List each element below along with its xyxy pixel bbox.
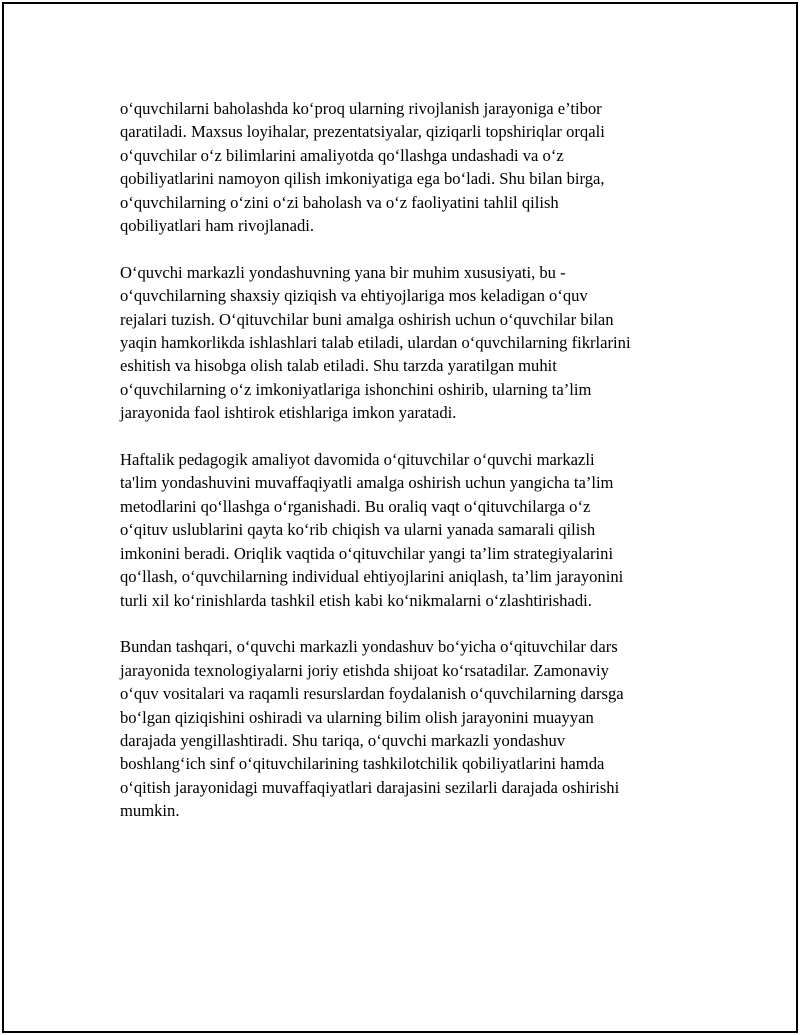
text-line: o‘qituv uslublarini qayta ko‘rib chiqish va ularni yanada samarali qilish — [120, 520, 596, 540]
text-line: bo‘lgan qiziqishini oshiradi va ularning bilim olish jarayonini muayyan — [120, 707, 594, 727]
paragraph-3 — [120, 448, 700, 612]
text-line: qaratiladi. Maxsus loyihalar, prezentatsiyalar, qiziqarli topshiriqlar orqali — [120, 122, 605, 142]
text-line: metodlarini qo‘llashga o‘rganishadi. Bu oraliq vaqt o‘qituvchilarga o‘z — [120, 496, 591, 516]
text-line: Haftalik pedagogik amaliyot davomida o‘qituvchilar o‘quvchi markazli — [120, 450, 595, 470]
paragraph-1 — [120, 97, 700, 237]
text-line: o‘quvchilar o‘z bilimlarini amaliyotda qo‘llashga undashadi va o‘z — [120, 145, 564, 165]
text-line: o‘quvchilarni baholashda ko‘proq ularning rivojlanish jarayoniga e’tibor — [120, 99, 602, 118]
paragraph-4 — [120, 635, 700, 822]
text-line: O‘quvchi markazli yondashuvning yana bir muhim xususiyati, bu - — [120, 262, 566, 282]
text-line: o‘qitish jarayonidagi muvaffaqiyatlari darajasini sezilarli darajada oshirishi — [120, 777, 620, 797]
text-line: turli xil ko‘rinishlarda tashkil etish kabi ko‘nikmalarni o‘zlashtirishadi. — [120, 590, 592, 610]
text-line: mumkin. — [120, 801, 180, 821]
paragraph-2 — [120, 261, 700, 425]
text-line: jarayonida faol ishtirok etishlariga imkon yaratadi. — [120, 403, 457, 423]
page-frame — [2, 2, 798, 1033]
text-line: o‘quvchilarning o‘zini o‘zi baholash va o‘z faoliyatini tahlil qilish — [120, 192, 559, 212]
text-line: qobiliyatlari ham rivojlanadi. — [120, 216, 315, 236]
text-line: Bundan tashqari, o‘quvchi markazli yondashuv bo‘yicha o‘qituvchilar dars — [120, 637, 618, 657]
text-line: qobiliyatlarini namoyon qilish imkoniyatiga ega bo‘ladi. Shu bilan birga, — [120, 169, 605, 189]
text-line: darajada yengillashtiradi. Shu tariqa, o‘quvchi markazli yondashuv — [120, 730, 566, 750]
text-line: rejalari tuzish. O‘qituvchilar buni amalga oshirish uchun o‘quvchilar bilan — [120, 309, 614, 329]
text-line: ta'lim yondashuvini muvaffaqiyatli amalga oshirish uchun yangicha ta’lim — [120, 473, 614, 493]
document-body — [120, 97, 700, 846]
text-line: imkonini beradi. Oriqlik vaqtida o‘qituvchilar yangi ta’lim strategiyalarini — [120, 543, 614, 563]
text-line: eshitish va hisobga olish talab etiladi. Shu tarzda yaratilgan muhit — [120, 356, 557, 376]
text-line: o‘quvchilarning o‘z imkoniyatlariga ishonchini oshirib, ularning ta’lim — [120, 379, 592, 399]
text-line: boshlang‘ich sinf o‘qituvchilarining tashkilotchilik qobiliyatlarini hamda — [120, 754, 605, 774]
text-line: jarayonida texnologiyalarni joriy etishda shijoat ko‘rsatadilar. Zamonaviy — [120, 660, 609, 680]
text-line: qo‘llash, o‘quvchilarning individual ehtiyojlarini aniqlash, ta’lim jarayonini — [120, 567, 624, 587]
text-line: yaqin hamkorlikda ishlashlari talab etiladi, ulardan o‘quvchilarning fikrlarini — [120, 333, 631, 353]
text-line: o‘quvchilarning shaxsiy qiziqish va ehtiyojlariga mos keladigan o‘quv — [120, 286, 588, 306]
text-line: o‘quv vositalari va raqamli resurslardan foydalanish o‘quvchilarning darsga — [120, 684, 624, 704]
